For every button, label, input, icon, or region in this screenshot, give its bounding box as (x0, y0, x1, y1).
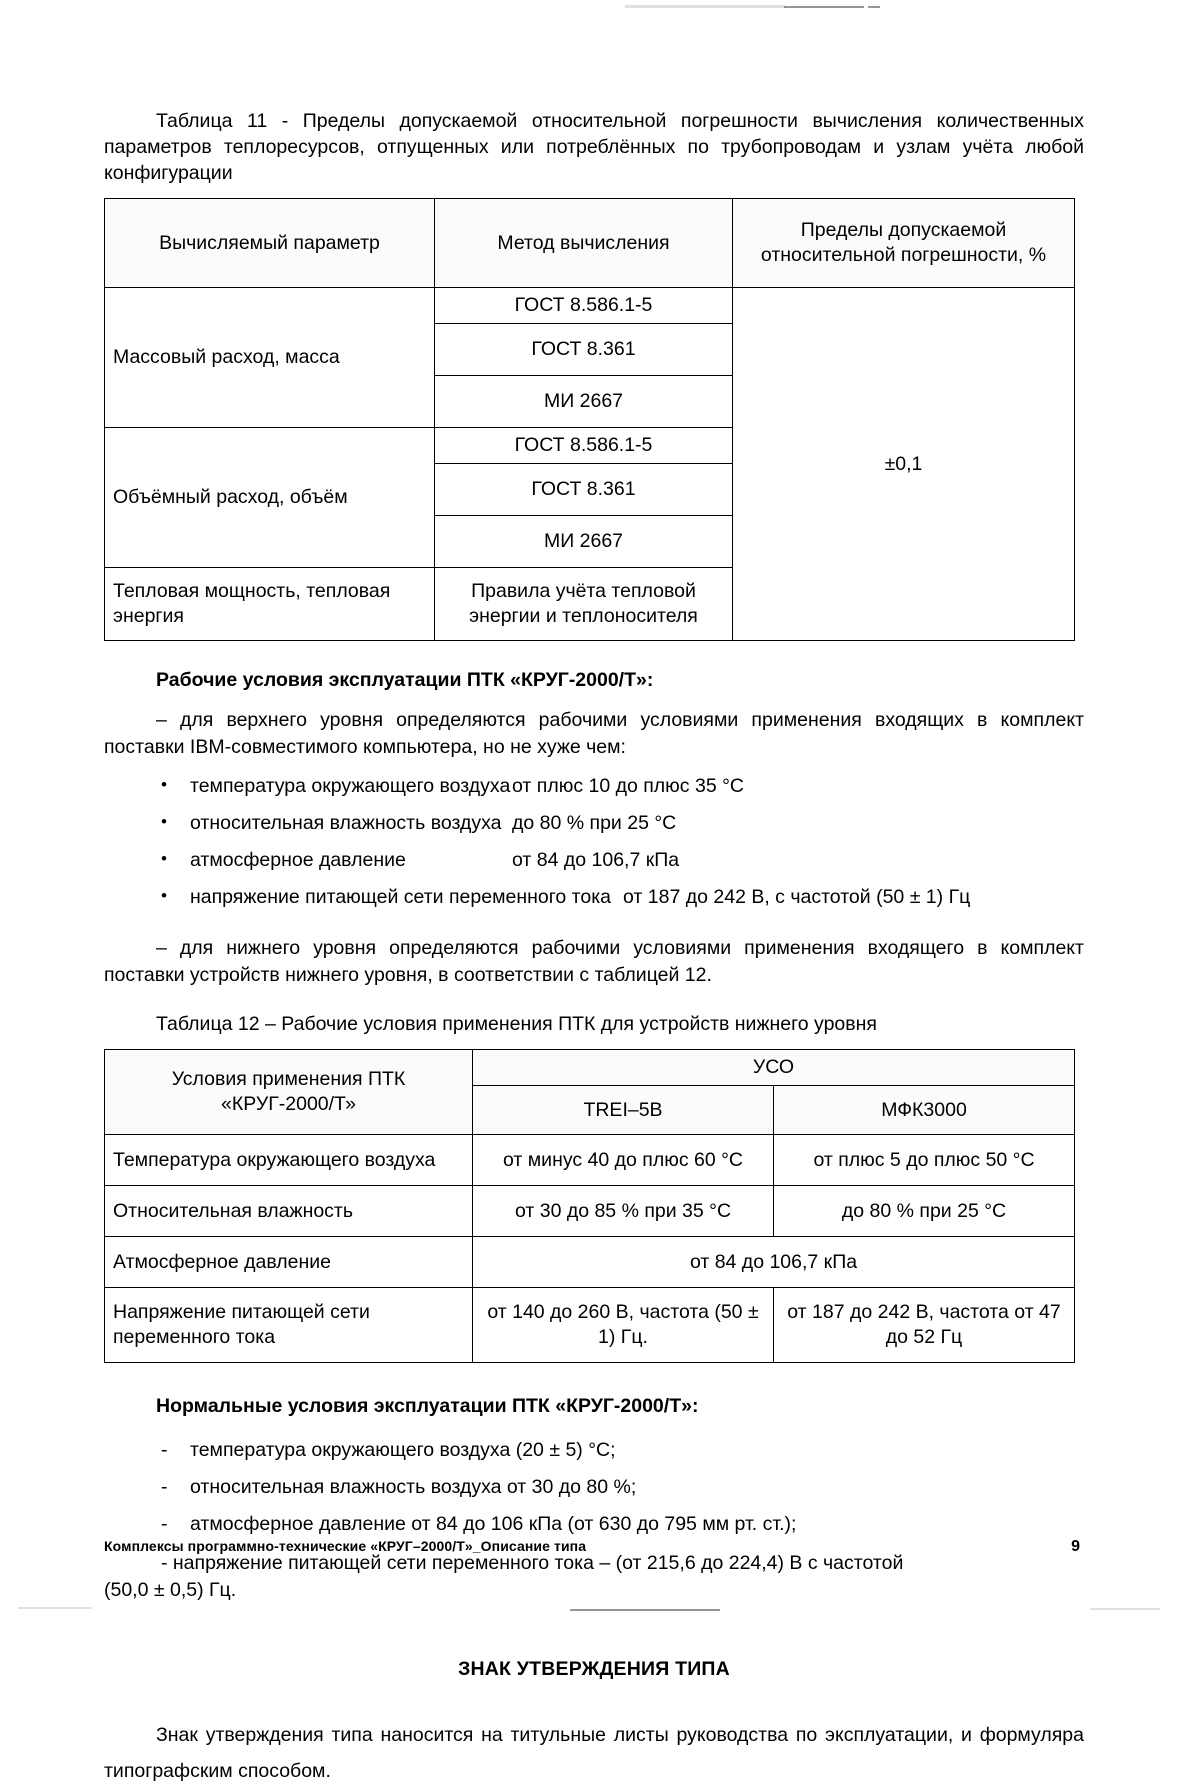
page-content (104, 0, 1084, 1789)
page-footer (104, 1538, 1084, 1556)
table-row (105, 1288, 1075, 1363)
table-12-header-conditions: Условия применения ПТК «КРУГ-2000/Т» (105, 1050, 473, 1135)
lower-level-intro: – для нижнего уровня определяются рабочими условиями применения входящего в комплект поставки устройств нижнего уровня, в соответствии с таблицей 12. (104, 937, 1084, 986)
table-11-method-volume-2: ГОСТ 8.361 (435, 464, 733, 516)
list-item (104, 810, 1084, 837)
working-condition-label-pressure: атмосферное давление (190, 849, 406, 871)
table-12-header-uso: УСО (473, 1050, 1075, 1086)
table-row (105, 1186, 1075, 1237)
normal-conditions-list (104, 1437, 1084, 1538)
normal-condition-temperature: температура окружающего воздуха (20 ± 5) °C; (190, 1439, 616, 1461)
working-condition-label-temperature: температура окружающего воздуха (190, 775, 511, 797)
working-conditions-heading: Рабочие условия эксплуатации ПТК «КРУГ-2000/Т»: (156, 669, 654, 691)
table-row (105, 1237, 1075, 1288)
table-11-method-heat-1: Правила учёта тепловой энергии и теплоносителя (435, 568, 733, 641)
table-12-condition-temperature: Температура окружающего воздуха (105, 1135, 473, 1186)
upper-level-intro: – для верхнего уровня определяются рабочими условиями применения входящих в комплект поставки IBM-совместимого компьютера, но не хуже чем: (104, 709, 1084, 758)
table-11-param-volume: Объёмный расход, объём (105, 428, 435, 568)
list-item (104, 1511, 1084, 1538)
table-12-trei-temperature: от минус 40 до плюс 60 °C (473, 1135, 774, 1186)
working-conditions-list (104, 773, 1084, 911)
table-11-param-heat: Тепловая мощность, тепловая энергия (105, 568, 435, 641)
table-11-caption: Таблица 11 - Пределы допускаемой относительной погрешности вычисления количественных параметров теплоресурсов, отпущенных или потреблённых по трубопроводам и узлам учёта любой конфигурации (104, 110, 1084, 184)
type-approval-title: ЗНАК УТВЕРЖДЕНИЯ ТИПА (458, 1658, 730, 1680)
table-12-mfk-voltage: от 187 до 242 В, частота от 47 до 52 Гц (774, 1288, 1075, 1363)
working-condition-value-humidity: до 80 % при 25 °C (512, 812, 677, 834)
table-12-condition-voltage: Напряжение питающей сети переменного тока (105, 1288, 473, 1363)
table-11-header-method: Метод вычисления (435, 199, 733, 288)
list-item (104, 1437, 1084, 1464)
table-12-header-row-1 (105, 1050, 1075, 1086)
table-12-mfk-temperature: от плюс 5 до плюс 50 °C (774, 1135, 1075, 1186)
table-11-param-mass: Массовый расход, масса (105, 288, 435, 428)
table-11-limits-value: ±0,1 (733, 288, 1075, 641)
table-12-header-mfk: МФК3000 (774, 1086, 1075, 1135)
table-12-trei-voltage: от 140 до 260 В, частота (50 ± 1) Гц. (473, 1288, 774, 1363)
table-11-method-volume-3: МИ 2667 (435, 516, 733, 568)
type-approval-body: Знак утверждения типа наносится на титульные листы руководства по эксплуатации, и формуляра типографским способом. (104, 1724, 1084, 1782)
table-12-mfk-humidity: до 80 % при 25 °C (774, 1186, 1075, 1237)
working-condition-value-voltage: от 187 до 242 В, с частотой (50 ± 1) Гц (623, 886, 971, 908)
normal-conditions-heading: Нормальные условия эксплуатации ПТК «КРУГ-2000/Т»: (156, 1395, 699, 1417)
footer-document-title: Комплексы программно-технические «КРУГ–2000/Т»_Описание типа (104, 1538, 587, 1554)
list-item (104, 847, 1084, 874)
table-12-condition-pressure: Атмосферное давление (105, 1237, 473, 1288)
table-11-header-limits: Пределы допускаемой относительной погрешности, % (733, 199, 1075, 288)
working-condition-value-pressure: от 84 до 106,7 кПа (512, 849, 680, 871)
table-11-method-mass-2: ГОСТ 8.361 (435, 324, 733, 376)
table-11-method-mass-1: ГОСТ 8.586.1-5 (435, 288, 733, 324)
footer-page-number: 9 (1071, 1538, 1080, 1555)
working-condition-label-humidity: относительная влажность воздуха (190, 812, 502, 834)
table-12-condition-humidity: Относительная влажность (105, 1186, 473, 1237)
table-row (105, 288, 1075, 324)
normal-condition-voltage: - напряжение питающей сети переменного тока – (от 215,6 до 224,4) В с частотой (161, 1552, 904, 1574)
table-12-caption: Таблица 12 – Рабочие условия применения ПТК для устройств нижнего уровня (156, 1013, 877, 1035)
table-12-header-trei: TREI–5B (473, 1086, 774, 1135)
normal-condition-voltage-continued: (50,0 ± 0,5) Гц. (104, 1579, 237, 1601)
working-condition-value-temperature: от плюс 10 до плюс 35 °C (512, 775, 744, 797)
scan-artifact-bottom-left (18, 1607, 92, 1609)
table-12-value-pressure: от 84 до 106,7 кПа (473, 1237, 1075, 1288)
table-12 (104, 1049, 1075, 1363)
table-11-method-volume-1: ГОСТ 8.586.1-5 (435, 428, 733, 464)
list-item (104, 773, 1084, 800)
table-11-header-row (105, 199, 1075, 288)
list-item (104, 884, 1084, 911)
table-11-method-mass-3: МИ 2667 (435, 376, 733, 428)
table-11-header-parameter: Вычисляемый параметр (105, 199, 435, 288)
table-11 (104, 198, 1075, 641)
table-row (105, 1135, 1075, 1186)
scan-artifact-bottom-right (1090, 1608, 1160, 1610)
normal-condition-pressure: атмосферное давление от 84 до 106 кПа (от 630 до 795 мм рт. ст.); (190, 1513, 797, 1535)
list-item (104, 1474, 1084, 1501)
working-condition-label-voltage: напряжение питающей сети переменного тока (190, 886, 612, 908)
normal-condition-humidity: относительная влажность воздуха от 30 до 80 %; (190, 1476, 637, 1498)
table-12-trei-humidity: от 30 до 85 % при 35 °C (473, 1186, 774, 1237)
